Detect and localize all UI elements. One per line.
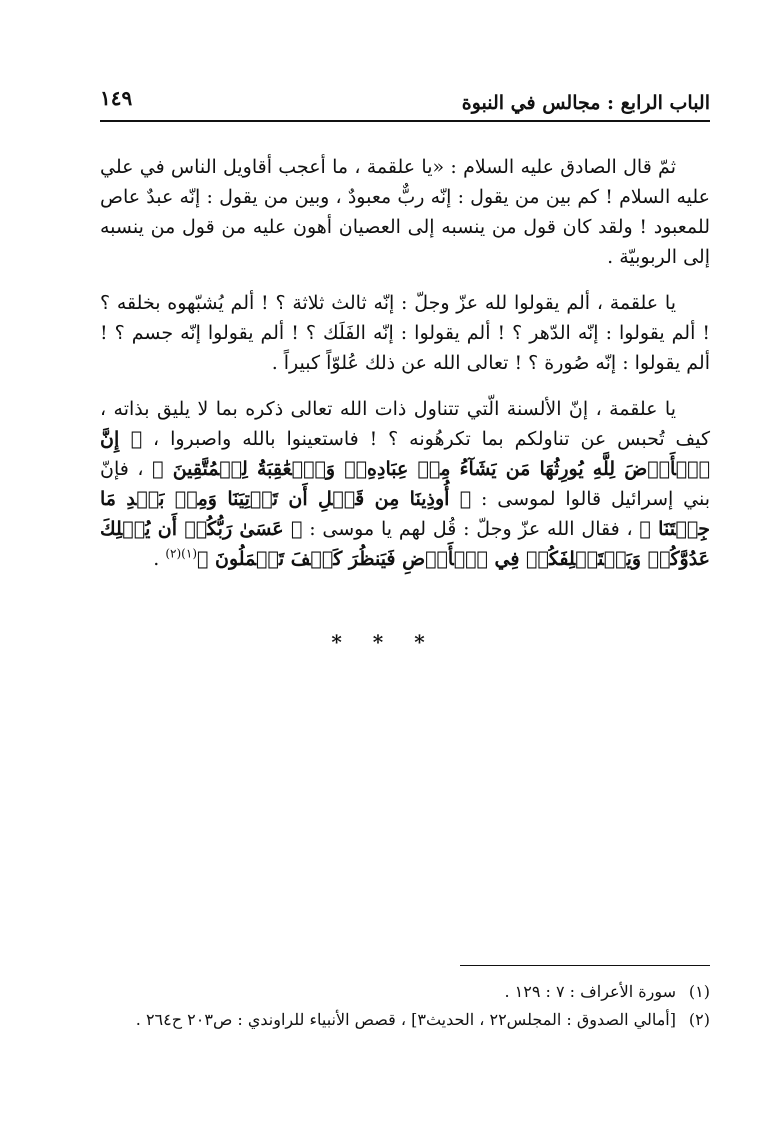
paragraph: يا علقمة ، ألم يقولوا لله عزّ وجلّ : إنّه ثالث ثلاثة ؟ ! ألم يُشبّهوه بخلقه ؟ ! ألم يقولوا : إنّه الدّهر ؟ ! ألم يقولوا : إنّه الفَلَك ؟ ! ألم يقولوا إنّه جسم ؟ ! ألم يقولوا : إنّه صُورة ؟ ! تعالى الله عن ذلك عُلوّاً كبيراً . <box>100 292 710 374</box>
paragraph: ثمّ قال الصادق عليه السلام : «يا علقمة ، ما أعجب أقاويل الناس في علي عليه السلام ! كم بين من يقول : إنّه ربٌّ معبودٌ ، وبين من يقول : إنّه عبدٌ عاص للمعبود ! ولقد كان قول من ينسبه إلى العصيان أهون عليه من قول من ينسبه إلى الربوبيّة . <box>100 156 710 268</box>
footnote-number: (١) <box>688 982 710 1001</box>
footnote-text: سورة الأعراف : ٧ : ١٢٩ . <box>504 982 676 1001</box>
page-number: ١٤٩ <box>100 86 133 110</box>
footnote-divider <box>460 965 710 966</box>
footnote-number: (٢) <box>688 1010 710 1029</box>
footnotes <box>100 978 710 1034</box>
paragraph <box>100 394 710 574</box>
main-text <box>100 152 710 590</box>
paragraph-text: . <box>153 548 166 570</box>
page-header <box>100 86 710 122</box>
footnote-reference[interactable]: (١)(٢) <box>165 546 197 561</box>
paragraph-text: يا علقمة ، إنّ الألسنة الّتي تتناول ذات الله تعالى ذكره بما لا يليق بذاته ، كيف تُحبس عن تناولكم بما تكرهُونه ؟ ! فاستعينوا بالله واصبروا ، <box>100 398 711 450</box>
quran-verse: ﴿ أُوذِينَا مِن قَبۡلِ أَن تَأۡتِيَنَا وَمِنۢ بَعۡدِ مَا جِئۡتَنَا ﴾ <box>100 488 710 540</box>
footnote <box>100 1006 710 1034</box>
footnote <box>100 978 710 1006</box>
section-separator: * * * <box>331 630 437 654</box>
quran-verse: ﴿ إِنَّ ٱلۡأَرۡضَ لِلَّهِ يُورِثُهَا مَن يَشَآءُ مِنۡ عِبَادِهِۦۖ وَٱلۡعَٰقِبَةُ لِلۡمُتَّقِينَ ﴾ <box>100 428 710 480</box>
chapter-title: الباب الرابع : مجالس في النبوة <box>461 92 710 114</box>
paragraph-text: ، فقال الله عزّ وجلّ : قُل لهم يا موسى : <box>302 518 640 540</box>
quran-verse: ﴿ عَسَىٰ رَبُّكُمۡ أَن يُهۡلِكَ عَدُوَّكُمۡ وَيَسۡتَخۡلِفَكُمۡ فِي ٱلۡأَرۡضِ فَيَنظُرَ كَيۡفَ تَعۡمَلُونَ ﴾ <box>100 518 710 570</box>
footnote-text: [أمالي الصدوق : المجلس٢٢ ، الحديث٣] ، قصص الأنبياء للراوندي : ص٢٠٣ ح٢٦٤ . <box>135 1010 676 1029</box>
paragraph-text: ، فإنّ بني إسرائيل قالوا لموسى : <box>100 458 710 510</box>
